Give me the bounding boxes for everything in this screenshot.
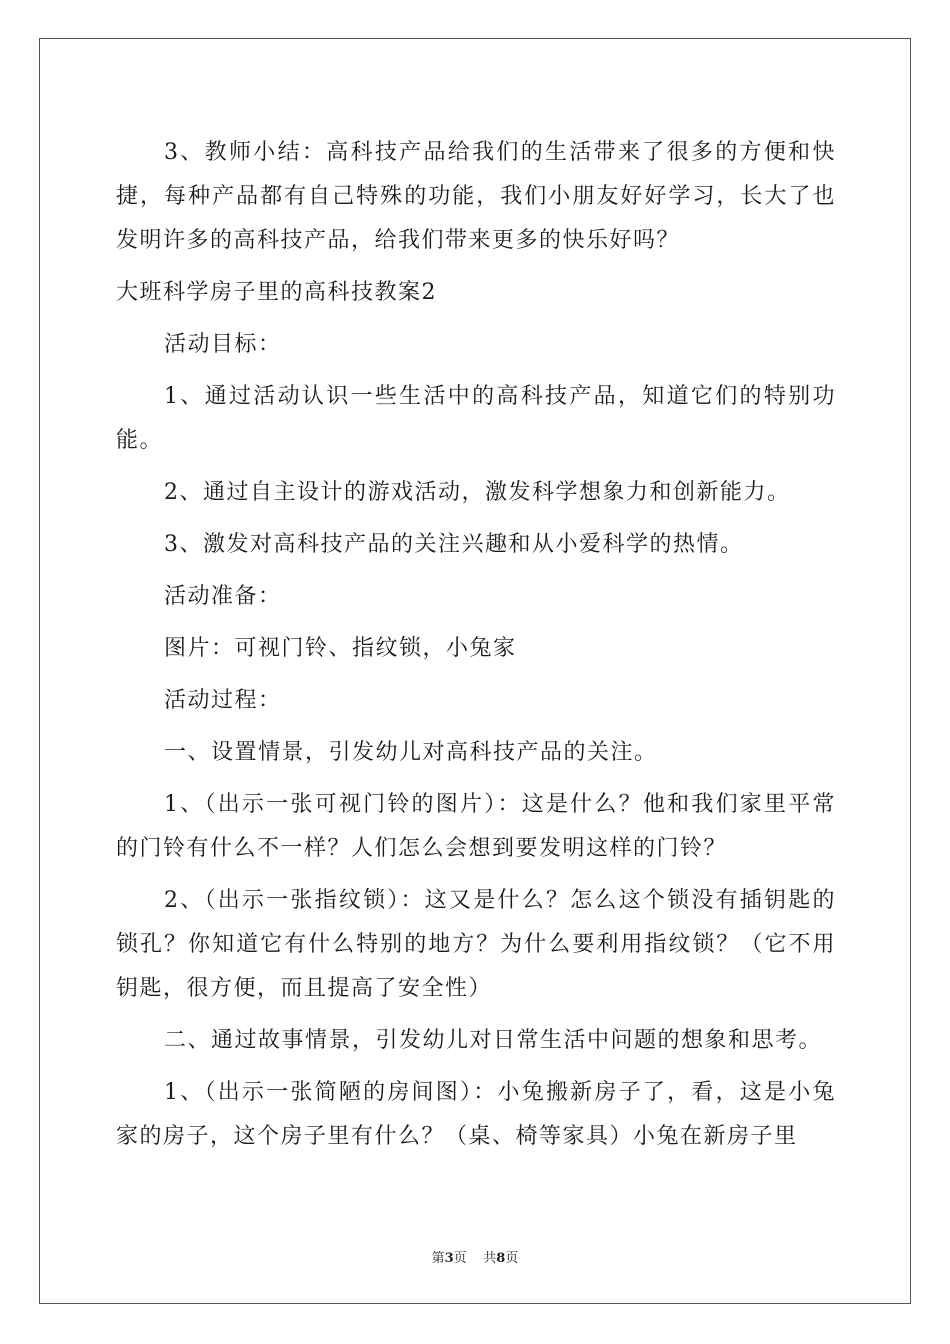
paragraph-step-one: 一、设置情景，引发幼儿对高科技产品的关注。 — [164, 740, 658, 765]
paragraph-step-one-2: 2、（出示一张指纹锁）：这又是什么？怎么这个锁没有插钥匙的锁孔？你知道它有什么特别的地方？为什么要利用指纹锁？（它不用钥匙，很方便，而且提高了安全性） — [116, 888, 836, 1001]
page-footer — [0, 1247, 950, 1266]
footer-total-prefix: 共 — [483, 1251, 497, 1266]
footer-total-suffix: 页 — [505, 1251, 519, 1266]
paragraph-step-one-1: 1、（出示一张可视门铃的图片）：这是什么？他和我们家里平常的门铃有什么不一样？人们怎么会想到要发明这样的门铃？ — [116, 792, 836, 861]
paragraph-process-label: 活动过程： — [164, 688, 282, 713]
document-body — [116, 131, 836, 1159]
paragraph-goal-1: 1、通过活动认识一些生活中的高科技产品，知道它们的特别功能。 — [116, 384, 836, 453]
paragraph-goals-label: 活动目标： — [164, 332, 282, 357]
paragraph-goal-3: 3、激发对高科技产品的关注兴趣和从小爱科学的热情。 — [164, 532, 744, 557]
paragraph-prep-items: 图片：可视门铃、指纹锁，小兔家 — [164, 636, 517, 661]
paragraph-summary: 3、教师小结：高科技产品给我们的生活带来了很多的方便和快捷，每种产品都有自己特殊的功能，我们小朋友好好学习，长大了也发明许多的高科技产品，给我们带来更多的快乐好吗？ — [116, 140, 836, 253]
paragraph-goal-2: 2、通过自主设计的游戏活动，激发科学想象力和创新能力。 — [164, 480, 791, 505]
paragraph-prep-label: 活动准备： — [164, 584, 282, 609]
paragraph-step-two: 二、通过故事情景，引发幼儿对日常生活中问题的想象和思考。 — [164, 1028, 823, 1053]
footer-page-suffix: 页 — [453, 1251, 467, 1266]
paragraph-step-two-1: 1、（出示一张简陋的房间图）：小兔搬新房子了，看，这是小兔家的房子，这个房子里有什么？（桌、椅等家具）小兔在新房子里 — [116, 1080, 836, 1149]
section-heading: 大班科学房子里的高科技教案2 — [116, 280, 437, 305]
footer-total-pages: 8 — [496, 1251, 506, 1266]
footer-prefix: 第 — [431, 1251, 445, 1266]
footer-page-number: 3 — [444, 1251, 454, 1266]
